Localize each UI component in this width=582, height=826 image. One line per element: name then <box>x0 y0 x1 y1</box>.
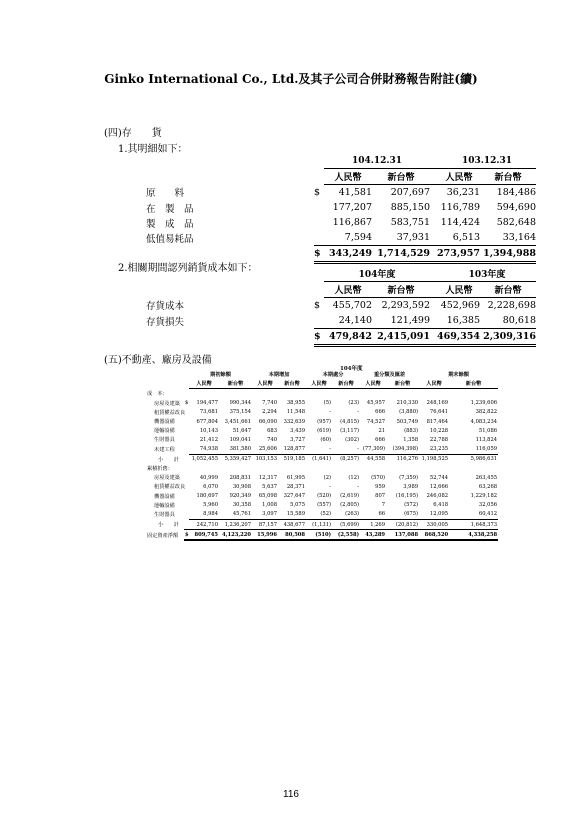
table-row <box>146 491 498 500</box>
page-number: 116 <box>283 789 299 800</box>
table-cell: 12,666 <box>429 483 449 490</box>
year-header-2014: 103.12.31 <box>430 153 536 169</box>
table-cell: (12) <box>348 474 360 481</box>
table-cell: 3,727 <box>290 436 306 443</box>
table-cell: 807 <box>375 493 386 500</box>
table-row <box>146 408 498 417</box>
col-disposals: 本期處分 <box>322 372 344 379</box>
row-label: 機器設備 <box>154 493 175 500</box>
table-cell: (2,805) <box>340 502 360 509</box>
table-cell: - <box>332 445 360 455</box>
table-cell: 180,697 <box>196 493 218 500</box>
table-cell: 10,228 <box>429 427 449 434</box>
table-cell: (263) <box>332 510 360 520</box>
table-row <box>146 482 498 491</box>
table-cell: 3,989 <box>403 483 419 490</box>
year-header-2015: 104年度 <box>324 266 430 282</box>
table-cell: (957) <box>317 418 332 425</box>
table-cell: 6,418 <box>433 502 449 509</box>
table-cell: 7,740 <box>262 400 278 407</box>
table-cell: 22,788 <box>429 436 449 443</box>
table-row <box>146 417 498 426</box>
table-cell: 66,090 <box>258 418 278 425</box>
table-cell: (675) <box>386 510 419 520</box>
table-cell: 61,995 <box>286 474 306 481</box>
table-cell: 12,095 <box>419 510 449 520</box>
dep-subtotal-row: 小 計 242,710 1,236,207 87,157 438,677 (1,131) (5,699) 1,269 (20,812) 330,005 1,648,373 <box>146 520 498 530</box>
table-cell: 920,349 <box>229 493 252 500</box>
table-row: 低值易耗品 7,594 37,931 6,513 33,164 <box>146 232 536 245</box>
table-cell: (7,359) <box>399 474 419 481</box>
table-cell: 30,908 <box>232 483 252 490</box>
table-cell: 683 <box>267 427 278 434</box>
table-cell: 1,239,606 <box>470 400 498 407</box>
inventory-table <box>146 153 536 264</box>
table-cell: (4,815) <box>340 418 360 425</box>
ppe-table: 期初餘額 本期增加 本期處分 重分類及匯差 期末餘額 人民幣 新台幣 人民幣 新台幣 人民幣 新台幣 人民幣 新台幣 人民幣 新台幣 成 本： 房屋及建築 $ 194,477 990,344 7,740 38,955 (5) (23) 45,957 210,330 248,169 1,239,606 租賃權益改良 73,681 375,154 2,294 11,548 - - 666 (3,880) 76,641 382,822 機器設備 677,804 3,451,661 66,090 332,639 (957) (4,815) 74,527 503,749 817,464 4,083,234 運輸設備 10,143 51,647 683 3,439 (619) (3,117) 21 (883) 10,228 51,086 生財器具 21,412 109,041 740 3,727 (60) (302) 666 1,358 22,788 113,824 未建工程 74,938 381,580 25,606 128,877 - - (77,309) (394,398) 23,235 116,059 小 計 1,052,455 5,359,427 103,153 519,185 (1,641) (8,257) 44,558 116,276 1,198,525 5,986,631 累積折舊： 房屋及建築 40,999 208,831 12,317 61,995 (2) (12) (570) (7,359) 52,744 263,455 租賃權益改良 6,070 30,908 5,637 28,371 - - 959 3,989 12,666 63,268 機器設備 180,697 920,349 65,098 327,647 (520) (2,619) 807 (16,195) 246,082 1,229,182 運輸設備 5,960 30,358 1,008 5,075 (557) (2,805) 7 (572) 6,418 32,056 生財器具 8,984 45,761 3,097 15,589 (52) (263) 66 (675) 12,095 60,412 小 計 242,710 1,236,207 87,157 438,677 (1,131) (5,699) 1,269 (20,812) 330,005 1,648,373 固定資產淨額 $ 809,745 4,123,220 15,996 80,508 (510) (2,558) 43,289 137,088 868,520 4,338,258 <box>146 370 498 541</box>
row-label: 運輸設備 <box>154 428 175 435</box>
col-reclass-fx: 重分類及匯差 <box>373 372 406 379</box>
table-cell: 666 <box>375 409 386 416</box>
col-additions: 本期增加 <box>268 372 290 379</box>
table-cell: 25,606 <box>252 445 278 455</box>
table-cell: 3,097 <box>252 510 278 520</box>
table-cell: 128,877 <box>278 445 306 455</box>
table-cell: (883) <box>404 427 419 434</box>
table-cell: (572) <box>404 502 419 509</box>
table-cell: 109,041 <box>229 436 252 443</box>
table-cell: (2,619) <box>340 493 360 500</box>
row-label: 房屋及建築 <box>154 475 180 482</box>
table-cell: 381,580 <box>219 445 252 455</box>
year-header-2014: 103年度 <box>430 266 536 282</box>
table-cell: (5) <box>323 400 332 407</box>
col-opening-balance: 期初餘額 <box>210 372 231 379</box>
table-cell: - <box>357 483 360 490</box>
table-row <box>146 510 498 520</box>
table-cell: (16,195) <box>395 493 419 500</box>
table-cell: 382,822 <box>475 409 498 416</box>
table-cell: 208,831 <box>229 474 252 481</box>
currency-header: 人民幣 <box>324 169 372 185</box>
table-cell: - <box>357 409 360 416</box>
table-cell: 959 <box>375 483 386 490</box>
table-cell: (394,398) <box>386 445 419 455</box>
table-cell: 5,960 <box>203 502 218 509</box>
table-cell: (77,309) <box>360 445 386 455</box>
table-cell: 817,464 <box>426 418 449 425</box>
table-cell: 51,086 <box>478 427 498 434</box>
table-row <box>146 435 498 444</box>
table-cell: 4,083,234 <box>470 418 498 425</box>
total-row: $ 479,842 2,415,091 469,354 2,309,316 <box>146 329 536 346</box>
table-row: 存貨成本 $ 455,702 2,293,592 452,969 2,228,698 <box>146 299 536 313</box>
cost-label: 成 本： <box>147 391 168 398</box>
table-cell: 5,075 <box>290 502 306 509</box>
table-cell: 30,358 <box>232 502 252 509</box>
table-cell: 1,229,182 <box>470 493 498 500</box>
section-4-heading: (四)存 貨 <box>104 128 162 139</box>
table-cell: 11,548 <box>286 409 306 416</box>
table-cell: (3,880) <box>399 409 419 416</box>
currency-header: 新台幣 <box>480 169 536 185</box>
table-cell: 12,317 <box>258 474 278 481</box>
table-row <box>146 473 498 482</box>
table-cell: 248,169 <box>426 400 449 407</box>
table-cell: 73,681 <box>199 409 218 416</box>
table-cell: 65,098 <box>258 493 278 500</box>
cost-of-sales-subheading: 2.相關期間認列銷貨成本如下： <box>118 263 258 274</box>
currency-header: 人民幣 <box>430 169 480 185</box>
table-cell: 45,761 <box>219 510 252 520</box>
table-cell: 28,371 <box>286 483 306 490</box>
table-cell: 60,412 <box>449 510 498 520</box>
row-label: 未建工程 <box>154 446 175 453</box>
row-label: 房屋及建築 <box>154 400 180 407</box>
table-cell: 740 <box>267 436 278 443</box>
table-cell: (52) <box>306 510 332 520</box>
table-cell: 332,639 <box>283 418 306 425</box>
table-cell: (23) <box>348 400 360 407</box>
section-5-heading: (五)不動產、廠房及設備 <box>104 355 212 366</box>
table-cell: 40,999 <box>199 474 218 481</box>
table-cell: (520) <box>317 493 332 500</box>
table-cell: 5,637 <box>262 483 278 490</box>
year-header-2015: 104.12.31 <box>324 153 430 169</box>
table-cell: 327,647 <box>283 493 306 500</box>
table-cell: 52,744 <box>429 474 449 481</box>
row-label: 機器設備 <box>154 419 175 426</box>
page-title: Ginko International Co., Ltd.及其子公司合併財務報告附註(續) <box>104 72 478 86</box>
row-label: 生財器具 <box>154 437 175 444</box>
table-cell: 246,082 <box>426 493 449 500</box>
table-cell: 15,589 <box>278 510 306 520</box>
cost-of-sales-table: 104年度 103年度 人民幣 新台幣 人民幣 新台幣 存貨成本 $ 455,702 2,293,592 452,969 2,228,698 存貨損失 24,140 121,499 16,385 80,618 $ 479,842 2,415,091 469,354 2,309,316 <box>146 266 536 347</box>
table-cell: 503,749 <box>396 418 419 425</box>
table-row <box>146 426 498 435</box>
table-cell: 3,439 <box>290 427 306 434</box>
table-cell: 666 <box>375 436 386 443</box>
table-cell: 63,268 <box>478 483 498 490</box>
table-cell: (557) <box>317 502 332 509</box>
accumulated-depreciation-label: 累積折舊： <box>147 465 173 472</box>
row-label: 生財器具 <box>154 512 175 519</box>
table-cell: 66 <box>360 510 386 520</box>
table-cell: 32,056 <box>478 502 498 509</box>
table-cell: 23,235 <box>419 445 449 455</box>
dollar-sign: $ <box>314 186 321 198</box>
table-cell: 210,330 <box>396 400 419 407</box>
table-cell: (302) <box>345 436 360 443</box>
table-cell: 21 <box>378 427 386 434</box>
table-cell: - <box>329 409 332 416</box>
table-row <box>146 445 498 455</box>
table-cell: 8,984 <box>189 510 219 520</box>
table-cell: - <box>329 483 332 490</box>
table-cell: - <box>306 445 332 455</box>
table-cell: 116,059 <box>449 445 498 455</box>
total-row: $ 343,249 1,714,529 273,957 1,394,988 <box>146 246 536 263</box>
inventory-detail-subheading: 1.其明細如下： <box>118 144 188 155</box>
table-cell: 113,824 <box>475 436 498 443</box>
table-cell: (570) <box>371 474 386 481</box>
table-cell: (619) <box>317 427 332 434</box>
ppe-year-header: 104年度 <box>340 366 363 372</box>
table-cell: 677,804 <box>196 418 218 425</box>
table-cell: 3,451,661 <box>224 418 252 425</box>
table-cell: 7 <box>381 502 386 509</box>
table-row <box>146 399 498 408</box>
table-cell: 194,477 <box>196 400 218 407</box>
row-label: 租賃權益改良 <box>154 484 186 491</box>
table-cell: 45,957 <box>366 400 386 407</box>
row-label: 租賃權益改良 <box>154 409 186 416</box>
table-row: 在 製 品 177,207 885,150 116,789 594,690 <box>146 202 536 215</box>
table-cell: 10,143 <box>199 427 218 434</box>
table-cell: 1,358 <box>403 436 419 443</box>
table-cell: 1,008 <box>262 502 278 509</box>
table-cell: 51,647 <box>232 427 252 434</box>
dollar-sign: $ <box>185 400 189 407</box>
table-cell: (60) <box>320 436 332 443</box>
table-cell: 74,938 <box>189 445 219 455</box>
table-cell: (2) <box>323 474 332 481</box>
table-cell: 263,455 <box>475 474 498 481</box>
col-closing-balance: 期末餘額 <box>448 372 469 379</box>
table-cell: 2,294 <box>262 409 278 416</box>
table-cell: 990,344 <box>229 400 252 407</box>
currency-header: 新台幣 <box>372 169 430 185</box>
table-row: 原 料 $ 41,581 207,697 36,231 184,486 <box>146 185 536 201</box>
table-row: 存貨損失 24,140 121,499 16,385 80,618 <box>146 315 536 328</box>
table-cell: 76,641 <box>429 409 449 416</box>
table-row <box>146 501 498 510</box>
table-cell: 21,412 <box>199 436 218 443</box>
cost-subtotal-row: 小 計 1,052,455 5,359,427 103,153 519,185 (1,641) (8,257) 44,558 116,276 1,198,525 5,986,631 <box>158 456 498 463</box>
table-cell: 74,527 <box>366 418 386 425</box>
table-cell: 375,154 <box>229 409 252 416</box>
table-cell: 6,070 <box>203 483 218 490</box>
table-cell: 38,955 <box>286 400 306 407</box>
row-label: 運輸設備 <box>154 502 175 509</box>
table-cell: (3,117) <box>340 427 360 434</box>
net-ppe-row: 固定資產淨額 $ 809,745 4,123,220 15,996 80,508 (510) (2,558) 43,289 137,088 868,520 4,338,258 <box>146 530 498 541</box>
table-row: 製 成 品 116,867 583,751 114,424 582,648 <box>146 217 536 230</box>
